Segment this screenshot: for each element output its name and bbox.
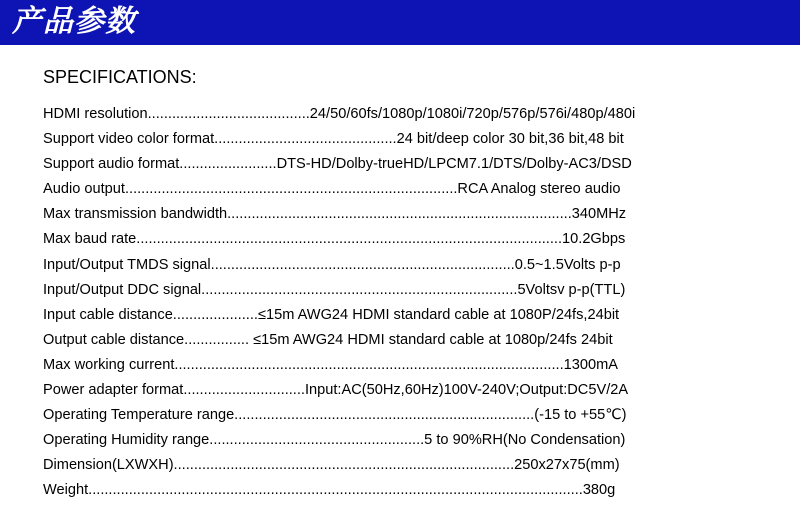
- spec-working-current: Max working current................................................................................................1300mA: [43, 356, 618, 373]
- spec-dimension: Dimension(LXWXH)....................................................................................250x27x75(mm): [43, 457, 620, 474]
- spec-baud-rate: Max baud rate.........................................................................................................10.2Gbps: [43, 231, 626, 248]
- spec-hdmi-resolution: HDMI resolution........................................24/50/60fs/1080p/1080i/720p/576p/576i/480p/480i: [43, 106, 636, 122]
- spec-output-cable-distance: Output cable distance................ ≤15m AWG24 HDMI standard cable at 1080p/24fs 24bit: [43, 331, 613, 348]
- header-title: 产品参数: [12, 4, 136, 39]
- spec-audio-format: Support audio format........................DTS-HD/Dolby-trueHD/LPCM7.1/DTS/Dolby-AC3/DSD: [43, 156, 632, 173]
- spec-weight: Weight..........................................................................................................................380g: [43, 482, 616, 499]
- spec-bandwidth: Max transmission bandwidth.....................................................................................340MHz: [43, 206, 627, 223]
- page-header: [0, 0, 800, 45]
- spec-list: [43, 102, 635, 504]
- spec-power-adapter: Power adapter format..............................Input:AC(50Hz,60Hz)100V-240V;Output:DC5V/2A: [43, 382, 629, 399]
- spec-operating-temperature: Operating Temperature range..........................................................................(-15 to +55℃): [43, 407, 627, 424]
- spec-ddc-signal: Input/Output DDC signal..............................................................................5Voltsv p-p(TTL): [43, 281, 626, 298]
- spec-tmds-signal: Input/Output TMDS signal...........................................................................0.5~1.5Volts p-p: [43, 256, 621, 273]
- spec-operating-humidity: Operating Humidity range.....................................................5 to 90%RH(No Condensation): [43, 432, 626, 449]
- spec-video-color-format: Support video color format.............................................24 bit/deep color 30 bit,36 bit,48 bit: [43, 131, 624, 148]
- section-title: SPECIFICATIONS:: [43, 67, 197, 87]
- spec-input-cable-distance: Input cable distance.....................≤15m AWG24 HDMI standard cable at 1080P/24fs,24bit: [43, 306, 620, 323]
- spec-audio-output: Audio output..................................................................................RCA Analog stereo audio: [43, 181, 621, 198]
